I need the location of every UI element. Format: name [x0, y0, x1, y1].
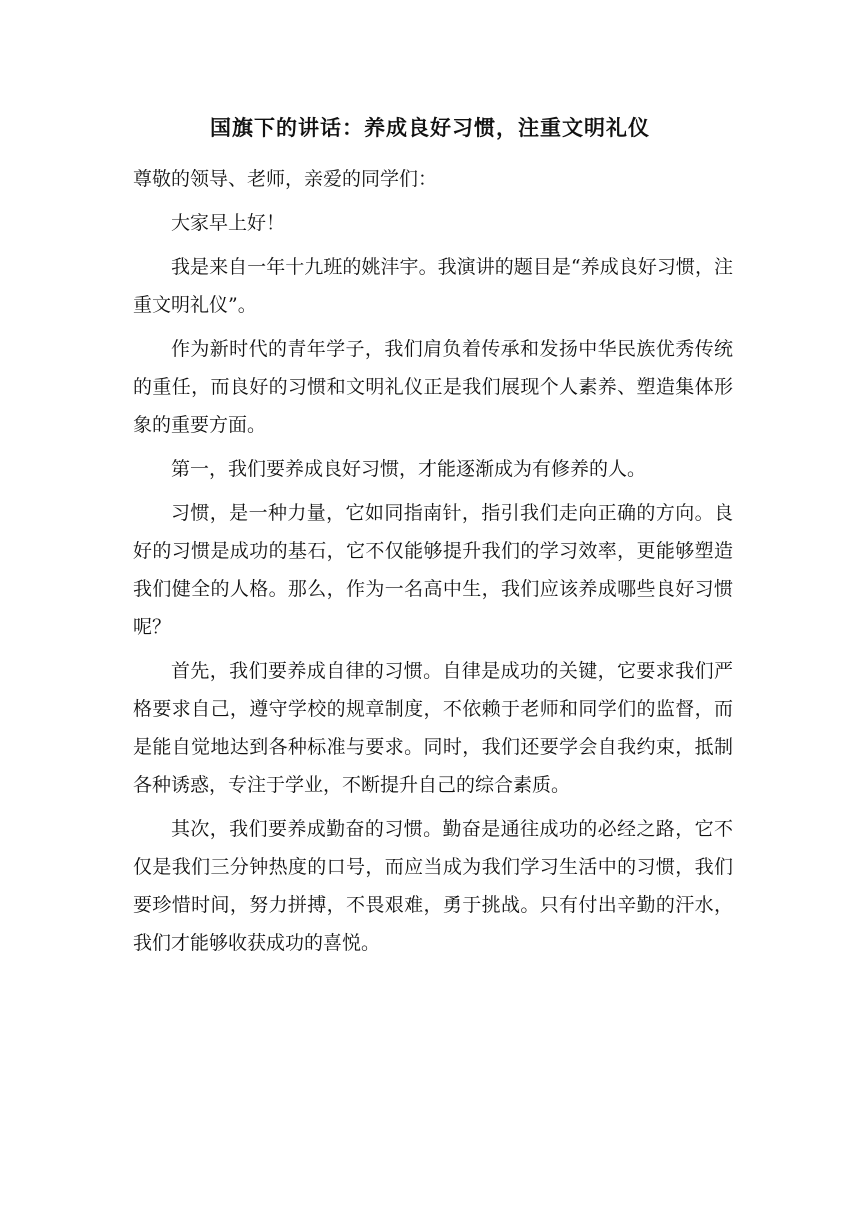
paragraph-point-one: 第一，我们要养成良好习惯，才能逐渐成为有修养的人。: [171, 458, 647, 480]
document-body: [133, 160, 733, 968]
paragraph-responsibility: 作为新时代的青年学子，我们肩负着传承和发扬中华民族优秀传统的重任，而良好的习惯和文明礼仪正是我们展现个人素养、塑造集体形象的重要方面。: [133, 338, 733, 436]
paragraph-habit-power: 习惯，是一种力量，它如同指南针，指引我们走向正确的方向。良好的习惯是成功的基石，它不仅能够提升我们的学习效率，更能够塑造我们健全的人格。那么，作为一名高中生，我们应该养成哪些良好习惯呢？: [133, 502, 733, 638]
paragraph-diligence: 其次，我们要养成勤奋的习惯。勤奋是通往成功的必经之路，它不仅是我们三分钟热度的口号，而应当成为我们学习生活中的习惯，我们要珍惜时间，努力拼搏，不畏艰难，勇于挑战。只有付出辛勤的汗水，我们才能够收获成功的喜悦。: [133, 818, 733, 954]
paragraph-greeting: 大家早上好！: [171, 212, 286, 234]
paragraph-introduction: 我是来自一年十九班的姚沣宇。我演讲的题目是“养成良好习惯，注重文明礼仪”。: [133, 256, 733, 316]
salutation: 尊敬的领导、老师，亲爱的同学们：: [133, 168, 438, 190]
document-title: 国旗下的讲话：养成良好习惯，注重文明礼仪: [210, 115, 650, 140]
paragraph-self-discipline: 首先，我们要养成自律的习惯。自律是成功的关键，它要求我们严格要求自己，遵守学校的规章制度，不依赖于老师和同学们的监督，而是能自觉地达到各种标准与要求。同时，我们还要学会自我约束，抵制各种诱惑，专注于学业，不断提升自己的综合素质。: [133, 660, 733, 796]
